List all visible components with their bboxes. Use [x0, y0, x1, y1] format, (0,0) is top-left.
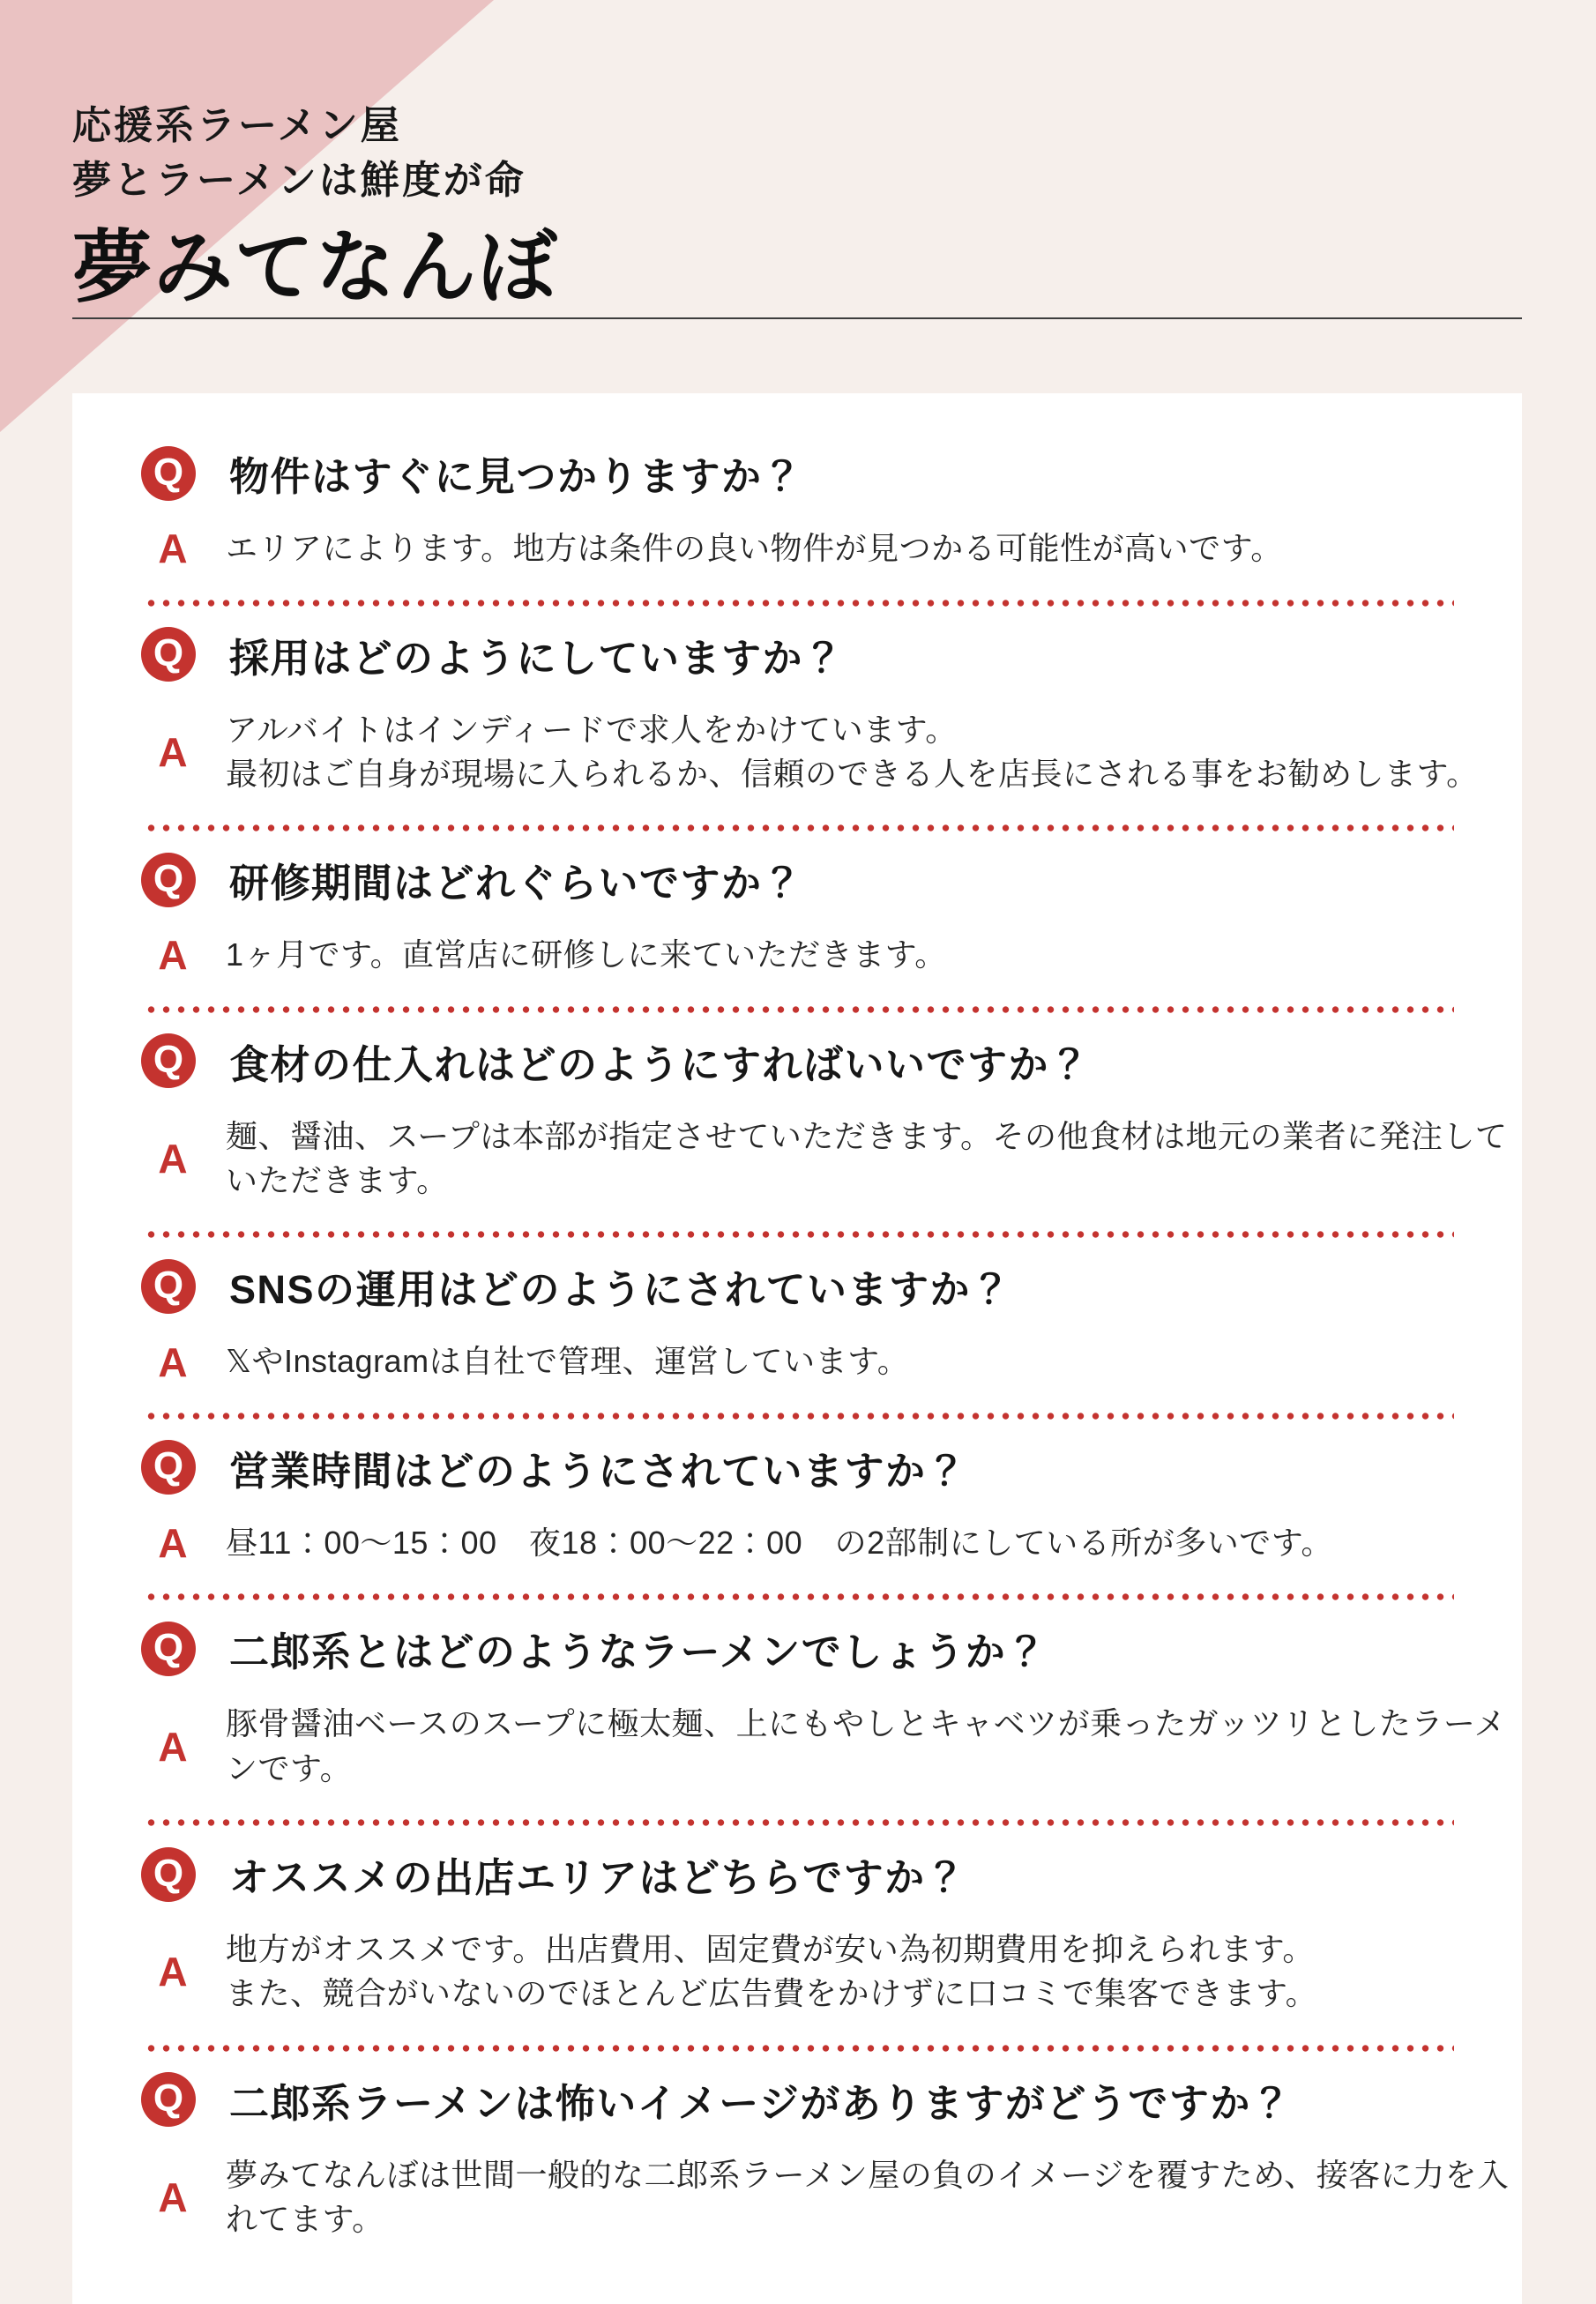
faq-list	[72, 425, 1522, 2241]
dotted-divider	[144, 1231, 1454, 1238]
answer-text	[226, 1927, 1317, 2017]
answer-text	[226, 1339, 909, 1383]
qa-item	[72, 1826, 1522, 2052]
header-tagline-1: 応援系ラーメン屋	[72, 104, 402, 147]
question-text: 採用はどのようにしていますか？	[229, 635, 845, 681]
answer-row	[72, 1115, 1522, 1204]
a-letter: A	[158, 728, 188, 775]
question-row	[72, 1439, 1522, 1496]
question-row	[72, 444, 1522, 502]
q-letter: Q	[153, 1625, 184, 1669]
answer-text	[226, 1115, 1522, 1204]
answer-line: また、競合がいないのでほとんど広告費をかけずに口コミで集客できます。	[226, 1975, 1318, 2012]
question-text: SNSの運用はどのようにされていますか？	[229, 1267, 1012, 1313]
dotted-divider	[144, 600, 1454, 607]
answer-row	[72, 1339, 1522, 1383]
question-text: 食材の仕入れはどのようにすればいいですか？	[229, 1041, 1091, 1087]
answer-row	[72, 1927, 1522, 2017]
answer-text	[226, 708, 1479, 797]
a-letter: A	[158, 1520, 188, 1567]
a-letter: A	[158, 932, 188, 979]
header	[0, 0, 1596, 312]
question-row	[72, 1033, 1522, 1090]
dotted-divider	[144, 1006, 1454, 1013]
answer-line: 最初はご自身が現場に入られるか、信頼のできる人を店長にされる事をお勧めします。	[226, 755, 1479, 792]
dotted-divider	[144, 1819, 1454, 1826]
answer-line: 昼11：00〜15：00 夜18：00〜22：00 の2部制にしている所が多いです。	[226, 1524, 1333, 1561]
q-letter: Q	[153, 1444, 184, 1488]
q-badge-circle	[141, 1440, 196, 1495]
answer-line: 夢みてなんぼは世間一般的な二郎系ラーメン屋の負のイメージを覆すため、接客に力を入れてます。	[226, 2156, 1510, 2238]
q-badge-circle	[141, 2072, 196, 2127]
answer-line: 𝕏やInstagramは自社で管理、運営しています。	[226, 1343, 910, 1380]
header-tagline-2: 夢とラーメンは鮮度が命	[72, 159, 526, 203]
answer-text	[226, 933, 947, 977]
q-letter: Q	[153, 1038, 184, 1082]
q-letter: Q	[153, 631, 184, 675]
q-letter: Q	[153, 2077, 184, 2121]
question-text: 研修期間はどれぐらいですか？	[229, 861, 804, 906]
answer-row	[72, 2153, 1522, 2242]
answer-text	[226, 1702, 1522, 1791]
q-badge-circle	[141, 1259, 196, 1314]
a-letter: A	[158, 526, 188, 572]
answer-row	[72, 933, 1522, 977]
faq-card	[72, 393, 1522, 2303]
question-text: 営業時間はどのようにされていますか？	[229, 1448, 968, 1494]
question-row	[72, 626, 1522, 683]
answer-line: 豚骨醤油ベースのスープに極太麺、上にもやしとキャベツが乗ったガッツリとしたラーメンです。	[226, 1705, 1507, 1786]
a-letter: A	[158, 1136, 188, 1182]
answer-line: アルバイトはインディードで求人をかけています。	[226, 711, 958, 748]
question-row	[72, 1257, 1522, 1315]
question-text: 二郎系ラーメンは怖いイメージがありますがどうですか？	[229, 2080, 1293, 2126]
dotted-divider	[144, 1593, 1454, 1600]
answer-line: 1ヶ月です。直営店に研修しに来ていただきます。	[226, 936, 947, 973]
question-row	[72, 851, 1522, 908]
answer-line: エリアによります。地方は条件の良い物件が見つかる可能性が高いです。	[226, 530, 1283, 567]
question-text: オススメの出店エリアはどちらですか？	[229, 1855, 967, 1901]
dotted-divider	[144, 824, 1454, 831]
qa-item	[72, 1013, 1522, 1239]
q-letter: Q	[153, 856, 184, 900]
question-text: 物件はすぐに見つかりますか？	[229, 454, 804, 500]
a-letter: A	[158, 1338, 188, 1385]
answer-text	[226, 1521, 1333, 1565]
q-badge-circle	[141, 853, 196, 907]
q-letter: Q	[153, 1851, 184, 1895]
qa-item	[72, 831, 1522, 1012]
answer-row	[72, 708, 1522, 797]
q-badge-circle	[141, 1033, 196, 1088]
question-row	[72, 2071, 1522, 2129]
q-badge-circle	[141, 446, 196, 501]
q-badge-circle	[141, 1847, 196, 1902]
qa-item	[72, 1238, 1522, 1419]
dotted-divider	[144, 2045, 1454, 2052]
answer-row	[72, 526, 1522, 570]
a-letter: A	[158, 1949, 188, 1995]
question-row	[72, 1620, 1522, 1677]
page-title: 夢みてなんぼ	[72, 223, 559, 312]
q-badge-circle	[141, 627, 196, 682]
answer-line: 麺、醤油、スープは本部が指定させていただきます。その他食材は地元の業者に発注していただきます。	[226, 1117, 1508, 1199]
a-letter: A	[158, 2174, 188, 2221]
answer-row	[72, 1521, 1522, 1565]
question-row	[72, 1845, 1522, 1903]
q-letter: Q	[153, 1263, 184, 1307]
header-divider-line	[72, 317, 1522, 319]
qa-item	[72, 2052, 1522, 2242]
a-letter: A	[158, 1723, 188, 1770]
qa-item	[72, 425, 1522, 606]
dotted-divider	[144, 1413, 1454, 1420]
question-text: 二郎系とはどのようなラーメンでしょうか？	[229, 1629, 1048, 1675]
answer-row	[72, 1702, 1522, 1791]
q-badge-circle	[141, 1622, 196, 1676]
qa-item	[72, 607, 1522, 832]
answer-text	[226, 526, 1283, 570]
qa-item	[72, 1600, 1522, 1826]
answer-line: 地方がオススメです。出店費用、固定費が安い為初期費用を抑えられます。	[226, 1931, 1315, 1968]
qa-item	[72, 1420, 1522, 1600]
q-letter: Q	[153, 450, 184, 494]
answer-text	[226, 2153, 1522, 2242]
